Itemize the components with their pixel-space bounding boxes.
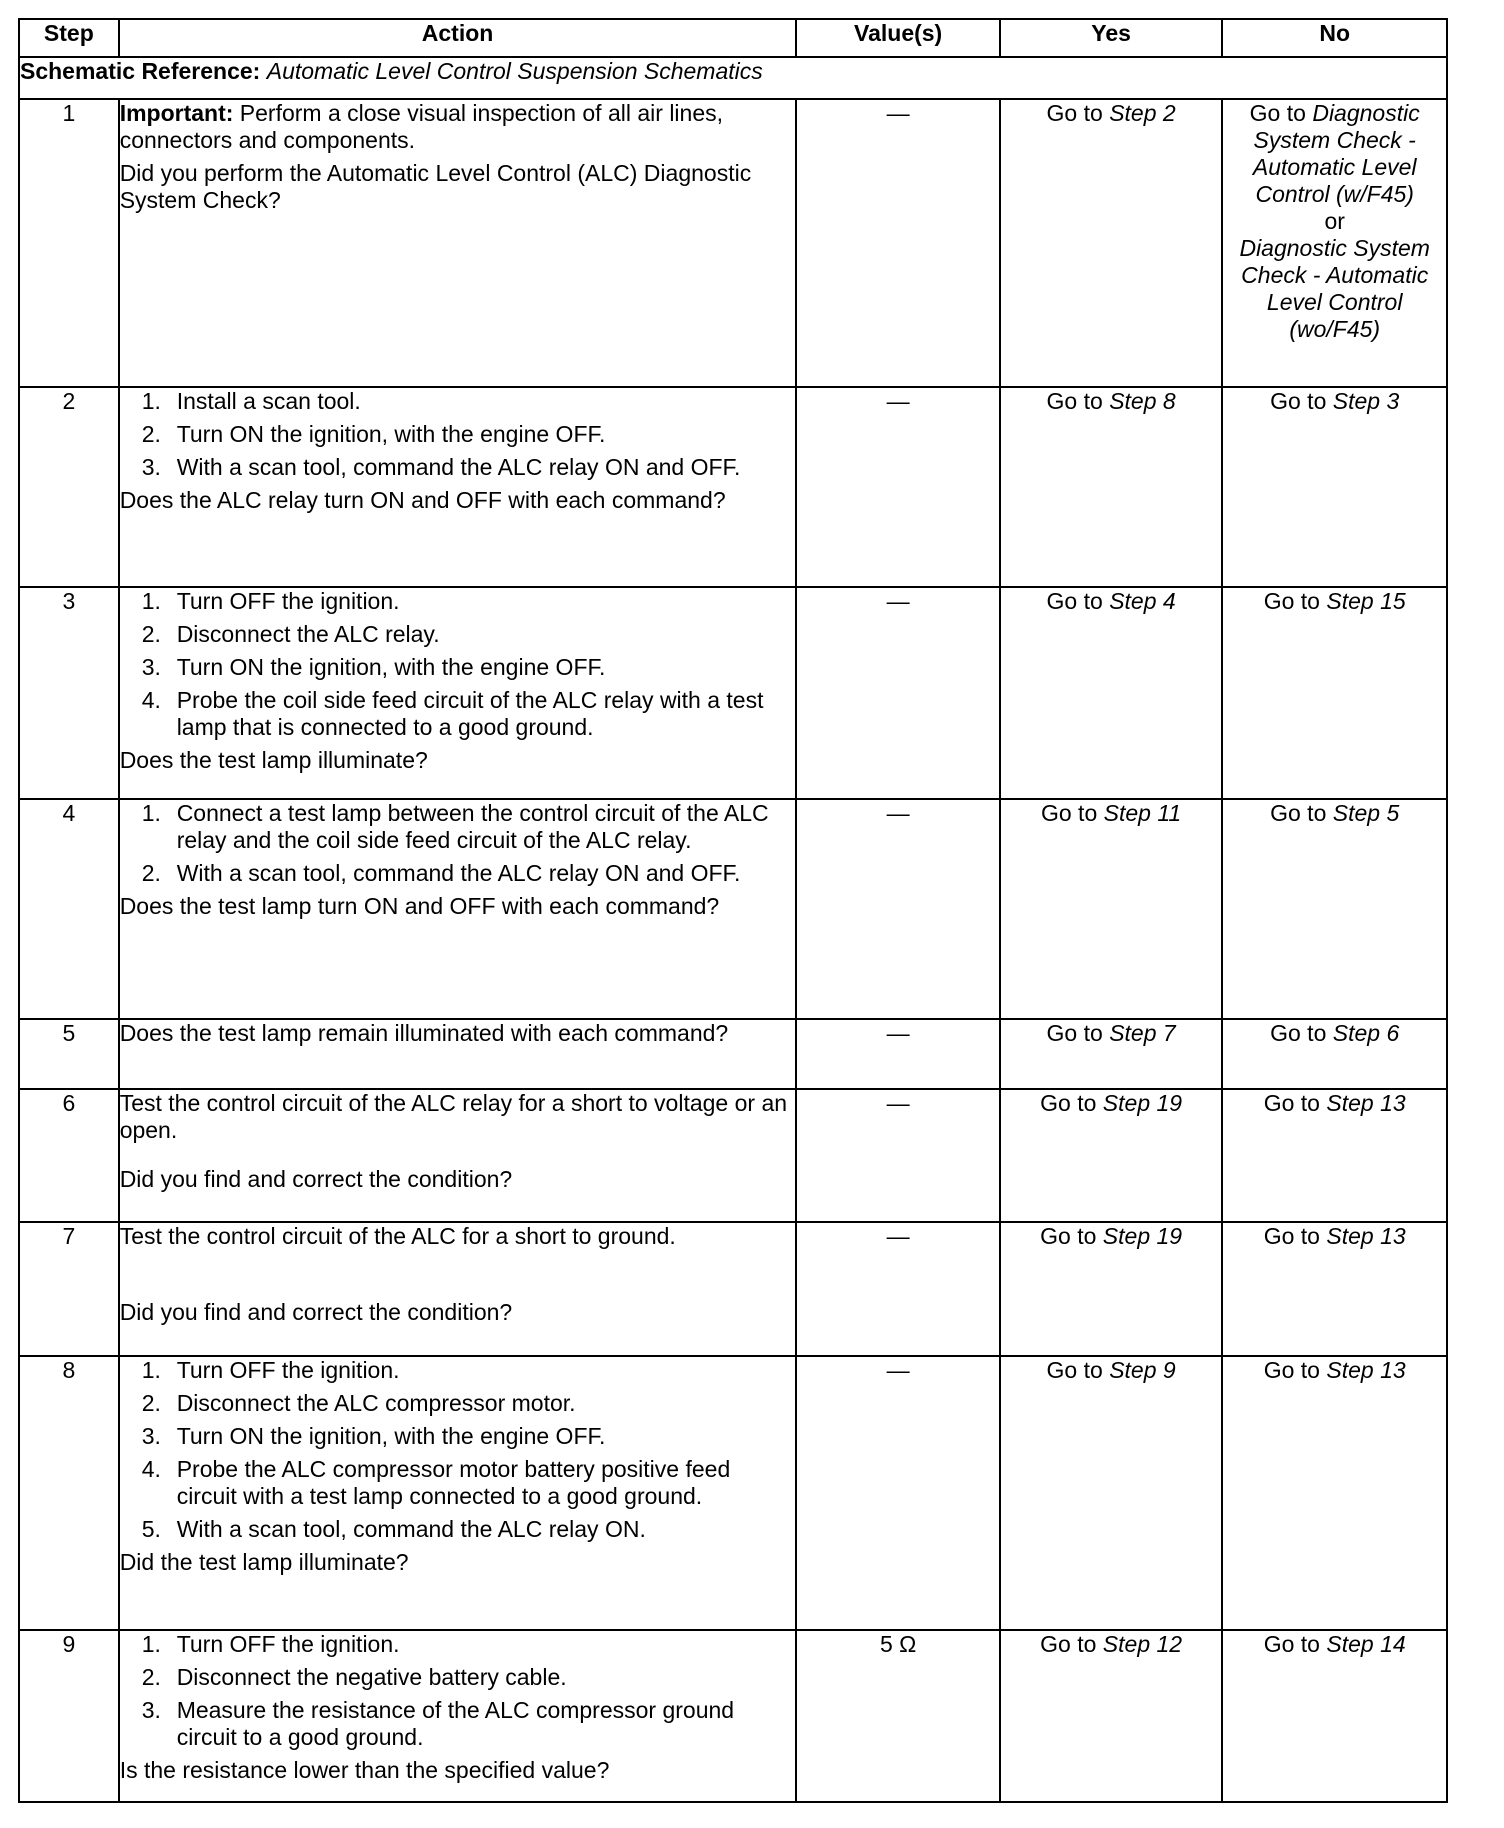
header-yes: Yes	[1000, 19, 1223, 57]
header-step: Step	[19, 19, 119, 57]
value-cell: —	[796, 1019, 999, 1089]
important-label: Important:	[119, 100, 234, 126]
value-cell: —	[796, 587, 999, 799]
step-number: 6	[19, 1089, 119, 1222]
go-to-text: Go to	[1046, 588, 1103, 614]
action-item: 1. Connect a test lamp between the control circuit of the ALC relay and the coil side feed circuit of the ALC relay.	[141, 800, 769, 853]
action-list	[120, 388, 796, 481]
go-to-text: Go to	[1046, 1357, 1103, 1383]
go-to-text: Go to	[1040, 1223, 1097, 1249]
go-to-text: Go to	[1046, 100, 1103, 126]
go-to-text: Go to	[1040, 1631, 1097, 1657]
yes-step-link[interactable]: Step 8	[1109, 388, 1176, 414]
action-item: 1. Turn OFF the ignition.	[141, 1631, 400, 1657]
no-cell	[1222, 1089, 1447, 1222]
table-row	[19, 1089, 1447, 1222]
header-action: Action	[119, 19, 797, 57]
no-cell	[1222, 1222, 1447, 1356]
table-row	[19, 1222, 1447, 1356]
header-no: No	[1222, 19, 1447, 57]
step-number: 7	[19, 1222, 119, 1356]
yes-cell	[1000, 1019, 1223, 1089]
no-or-text: or	[1324, 208, 1345, 234]
step-number: 3	[19, 587, 119, 799]
go-to-text: Go to	[1263, 1090, 1320, 1116]
go-to-text: Go to	[1270, 1020, 1327, 1046]
action-question: Does the test lamp illuminate?	[119, 747, 428, 773]
header-values: Value(s)	[796, 19, 999, 57]
value-cell: —	[796, 387, 999, 587]
action-question: Does the test lamp turn ON and OFF with each command?	[119, 893, 720, 919]
no-cell	[1222, 799, 1447, 1019]
action-item: 3. Measure the resistance of the ALC compressor ground circuit to a good ground.	[141, 1697, 735, 1750]
go-to-text: Go to	[1046, 1020, 1103, 1046]
yes-cell	[1000, 99, 1223, 387]
action-list	[120, 1357, 796, 1543]
no-cell	[1222, 1356, 1447, 1630]
action-list	[120, 588, 796, 741]
table-row	[19, 1630, 1447, 1802]
yes-step-link[interactable]: Step 12	[1102, 1631, 1183, 1657]
action-item: 2. Disconnect the negative battery cable.	[141, 1664, 567, 1690]
action-item: 4. Probe the ALC compressor motor battery positive feed circuit with a test lamp connected to a good ground.	[141, 1456, 731, 1509]
yes-cell	[1000, 1089, 1223, 1222]
no-step-link[interactable]: Step 5	[1332, 800, 1400, 826]
action-cell	[119, 1356, 797, 1630]
step-number: 4	[19, 799, 119, 1019]
yes-step-link[interactable]: Step 7	[1109, 1020, 1176, 1046]
action-item: 2. Disconnect the ALC relay.	[141, 621, 440, 647]
action-cell	[119, 99, 797, 387]
no-step-link[interactable]: Step 15	[1326, 588, 1406, 614]
action-item: 1. Turn OFF the ignition.	[141, 588, 400, 614]
go-to-text: Go to	[1046, 388, 1103, 414]
value-cell: —	[796, 1356, 999, 1630]
action-text: Test the control circuit of the ALC for a short to ground.	[119, 1223, 676, 1249]
yes-step-link[interactable]: Step 19	[1102, 1223, 1183, 1249]
value-cell: —	[796, 799, 999, 1019]
schematic-reference-value: Automatic Level Control Suspension Schematics	[266, 58, 763, 84]
action-cell	[119, 387, 797, 587]
action-item: 1. Turn OFF the ignition.	[141, 1357, 400, 1383]
action-list	[120, 800, 796, 887]
action-item: 4. Probe the coil side feed circuit of the ALC relay with a test lamp that is connected to a good ground.	[141, 687, 764, 740]
yes-cell	[1000, 587, 1223, 799]
step-number: 9	[19, 1630, 119, 1802]
yes-step-link[interactable]: Step 2	[1109, 100, 1176, 126]
important-note	[120, 100, 796, 154]
action-question: Is the resistance lower than the specified value?	[119, 1757, 610, 1783]
value-cell: —	[796, 1089, 999, 1222]
action-text: Test the control circuit of the ALC relay for a short to voltage or an open.	[119, 1090, 788, 1143]
important-text: Perform a close visual inspection of all air lines, connectors and components.	[119, 100, 724, 153]
no-cell	[1222, 1019, 1447, 1089]
diagnostic-table	[18, 18, 1448, 1803]
action-list	[120, 1631, 796, 1751]
action-cell	[119, 1222, 797, 1356]
action-item: 3. With a scan tool, command the ALC relay ON and OFF.	[141, 454, 741, 480]
no-step-link[interactable]: Step 13	[1326, 1223, 1406, 1249]
action-item: 5. With a scan tool, command the ALC relay ON.	[141, 1516, 646, 1542]
action-question: Did you perform the Automatic Level Control (ALC) Diagnostic System Check?	[119, 160, 752, 213]
go-to-text: Go to	[1040, 1090, 1097, 1116]
step-number: 1	[19, 99, 119, 387]
table-row	[19, 799, 1447, 1019]
yes-cell	[1000, 1356, 1223, 1630]
action-cell	[119, 587, 797, 799]
schematic-reference	[19, 57, 1447, 99]
action-item: 1. Install a scan tool.	[141, 388, 361, 414]
action-item: 2. With a scan tool, command the ALC relay ON and OFF.	[141, 860, 741, 886]
go-to-text: Go to	[1263, 1223, 1320, 1249]
table-row	[19, 1356, 1447, 1630]
no-ref-wo-f45-link[interactable]: Diagnostic System Check - Automatic Level Control (wo/F45)	[1239, 235, 1430, 342]
value-cell: 5 Ω	[796, 1630, 999, 1802]
no-step-link[interactable]: Step 13	[1326, 1090, 1406, 1116]
action-question: Does the ALC relay turn ON and OFF with each command?	[119, 487, 726, 513]
no-cell	[1222, 387, 1447, 587]
value-cell: —	[796, 1222, 999, 1356]
yes-step-link[interactable]: Step 11	[1103, 800, 1182, 826]
yes-cell	[1000, 387, 1223, 587]
no-cell	[1222, 1630, 1447, 1802]
go-to-text: Go to	[1270, 388, 1327, 414]
yes-cell	[1000, 1630, 1223, 1802]
action-cell	[119, 799, 797, 1019]
action-cell	[119, 1019, 797, 1089]
table-row	[19, 387, 1447, 587]
value-cell: —	[796, 99, 999, 387]
go-to-text: Go to	[1263, 1357, 1320, 1383]
no-cell	[1222, 587, 1447, 799]
action-item: 3. Turn ON the ignition, with the engine OFF.	[141, 654, 606, 680]
yes-step-link[interactable]: Step 19	[1102, 1090, 1183, 1116]
go-to-text: Go to	[1263, 588, 1320, 614]
action-cell	[119, 1089, 797, 1222]
step-number: 5	[19, 1019, 119, 1089]
action-question: Did the test lamp illuminate?	[119, 1549, 409, 1575]
yes-step-link[interactable]: Step 4	[1109, 588, 1176, 614]
no-cell	[1222, 99, 1447, 387]
go-to-text: Go to	[1040, 800, 1098, 826]
go-to-text: Go to	[1270, 800, 1327, 826]
no-step-link[interactable]: Step 3	[1332, 388, 1400, 414]
table-row	[19, 99, 1447, 387]
go-to-text: Go to	[1263, 1631, 1320, 1657]
no-go-to	[1223, 100, 1446, 208]
action-cell	[119, 1630, 797, 1802]
no-step-link[interactable]: Step 13	[1326, 1357, 1406, 1383]
action-item: 2. Turn ON the ignition, with the engine OFF.	[141, 421, 606, 447]
no-step-link[interactable]: Step 6	[1332, 1020, 1400, 1046]
step-number: 2	[19, 387, 119, 587]
action-question: Does the test lamp remain illuminated with each command?	[119, 1020, 729, 1046]
yes-cell	[1000, 1222, 1223, 1356]
schematic-reference-row	[19, 57, 1447, 99]
action-question: Did you find and correct the condition?	[119, 1299, 513, 1325]
step-number: 8	[19, 1356, 119, 1630]
action-question: Did you find and correct the condition?	[119, 1166, 513, 1192]
schematic-reference-label: Schematic Reference:	[20, 58, 261, 84]
table-row	[19, 587, 1447, 799]
yes-step-link[interactable]: Step 9	[1109, 1357, 1176, 1383]
go-to-text: Go to	[1249, 100, 1306, 126]
action-item: 3. Turn ON the ignition, with the engine OFF.	[141, 1423, 606, 1449]
no-step-link[interactable]: Step 14	[1326, 1631, 1406, 1657]
yes-cell	[1000, 799, 1223, 1019]
table-row	[19, 1019, 1447, 1089]
action-item: 2. Disconnect the ALC compressor motor.	[141, 1390, 576, 1416]
no-ref-w-f45-link[interactable]: Diagnostic System Check - Automatic Level Control (w/F45)	[1252, 100, 1420, 207]
header-row	[19, 19, 1447, 57]
